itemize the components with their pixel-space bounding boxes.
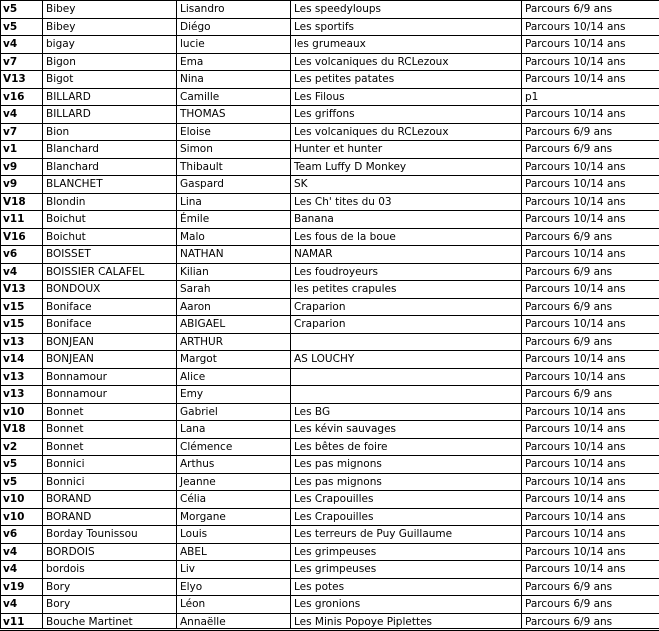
cell-first-name[interactable]: Gabriel — [177, 403, 291, 421]
cell-course[interactable]: Parcours 10/14 ans — [522, 543, 659, 561]
cell-team[interactable]: Hunter et hunter — [291, 141, 522, 159]
cell-first-name[interactable]: Ema — [177, 53, 291, 71]
cell-level[interactable]: v1 — [1, 141, 43, 159]
cell-course[interactable]: Parcours 10/14 ans — [522, 53, 659, 71]
cell-last-name[interactable]: Bonnici — [43, 456, 177, 474]
table-row — [1, 526, 659, 544]
cell-level[interactable]: v5 — [1, 473, 43, 491]
cell-first-name[interactable]: Nina — [177, 71, 291, 89]
cell-level[interactable]: v15 — [1, 316, 43, 334]
cell-last-name[interactable]: Bibey — [43, 1, 177, 19]
cell-team[interactable]: Les gronions — [291, 596, 522, 614]
cell-last-name[interactable]: Bigon — [43, 53, 177, 71]
cell-team[interactable]: Les Ch' tites du 03 — [291, 193, 522, 211]
cell-team[interactable]: Les kévin sauvages — [291, 421, 522, 439]
table-row — [1, 456, 659, 474]
cell-last-name[interactable]: BILLARD — [43, 106, 177, 124]
cell-course[interactable]: Parcours 10/14 ans — [522, 368, 659, 386]
cell-team[interactable]: Les bêtes de foire — [291, 438, 522, 456]
cell-last-name[interactable]: Bigot — [43, 71, 177, 89]
table-row — [1, 246, 659, 264]
cell-course[interactable]: Parcours 10/14 ans — [522, 473, 659, 491]
cell-level[interactable]: v2 — [1, 438, 43, 456]
table-row — [1, 543, 659, 561]
cell-first-name[interactable]: Margot — [177, 351, 291, 369]
cell-course[interactable]: Parcours 10/14 ans — [522, 18, 659, 36]
cell-last-name[interactable]: Boichut — [43, 211, 177, 229]
cell-first-name[interactable]: Elyo — [177, 578, 291, 596]
cell-team[interactable]: Les terreurs de Puy Guillaume — [291, 526, 522, 544]
cell-level[interactable]: v4 — [1, 561, 43, 579]
cell-last-name[interactable]: BONJEAN — [43, 333, 177, 351]
divider — [0, 628, 659, 629]
table-row — [1, 298, 659, 316]
cell-first-name[interactable]: Morgane — [177, 508, 291, 526]
cell-level[interactable]: v13 — [1, 386, 43, 404]
cell-last-name[interactable]: Boniface — [43, 316, 177, 334]
cell-first-name[interactable]: lucie — [177, 36, 291, 54]
table-row — [1, 71, 659, 89]
cell-course[interactable]: Parcours 6/9 ans — [522, 386, 659, 404]
cell-course[interactable]: Parcours 6/9 ans — [522, 578, 659, 596]
table-row — [1, 508, 659, 526]
cell-last-name[interactable]: Bonnamour — [43, 368, 177, 386]
cell-course[interactable]: Parcours 10/14 ans — [522, 193, 659, 211]
cell-level[interactable]: v4 — [1, 543, 43, 561]
cell-level[interactable]: v15 — [1, 298, 43, 316]
cell-first-name[interactable]: Eloise — [177, 123, 291, 141]
cell-first-name[interactable]: Lana — [177, 421, 291, 439]
cell-level[interactable]: v10 — [1, 508, 43, 526]
cell-team[interactable]: Les Crapouilles — [291, 508, 522, 526]
cell-team[interactable]: Les petites patates — [291, 71, 522, 89]
cell-course[interactable]: Parcours 6/9 ans — [522, 123, 659, 141]
cell-first-name[interactable]: Léon — [177, 596, 291, 614]
cell-last-name[interactable]: BOISSIER CALAFEL — [43, 263, 177, 281]
table-row — [1, 36, 659, 54]
cell-last-name[interactable]: Bonnici — [43, 473, 177, 491]
table-row — [1, 386, 659, 404]
cell-first-name[interactable]: Emy — [177, 386, 291, 404]
cell-first-name[interactable]: Émile — [177, 211, 291, 229]
cell-level[interactable]: v10 — [1, 403, 43, 421]
table-row — [1, 316, 659, 334]
cell-last-name[interactable]: BONDOUX — [43, 281, 177, 299]
table-row — [1, 351, 659, 369]
table-row — [1, 281, 659, 299]
cell-level[interactable]: v19 — [1, 578, 43, 596]
cell-level[interactable]: V13 — [1, 71, 43, 89]
cell-first-name[interactable]: Arthus — [177, 456, 291, 474]
cell-course[interactable]: Parcours 10/14 ans — [522, 526, 659, 544]
cell-first-name[interactable]: Lisandro — [177, 1, 291, 19]
cell-course[interactable]: Parcours 6/9 ans — [522, 298, 659, 316]
cell-last-name[interactable]: Blanchard — [43, 158, 177, 176]
cell-team[interactable]: Les grimpeuses — [291, 543, 522, 561]
cell-level[interactable]: v11 — [1, 211, 43, 229]
cell-course[interactable]: Parcours 6/9 ans — [522, 263, 659, 281]
cell-level[interactable]: V13 — [1, 281, 43, 299]
cell-level[interactable]: v13 — [1, 368, 43, 386]
cell-last-name[interactable]: bordois — [43, 561, 177, 579]
cell-course[interactable]: Parcours 10/14 ans — [522, 456, 659, 474]
cell-level[interactable]: v6 — [1, 246, 43, 264]
cell-last-name[interactable]: BORAND — [43, 508, 177, 526]
cell-team[interactable]: Les volcaniques du RCLezoux — [291, 53, 522, 71]
cell-level[interactable]: v4 — [1, 596, 43, 614]
cell-team[interactable]: Craparion — [291, 316, 522, 334]
cell-level[interactable]: v7 — [1, 123, 43, 141]
cell-last-name[interactable]: BLANCHET — [43, 176, 177, 194]
cell-team[interactable]: NAMAR — [291, 246, 522, 264]
cell-course[interactable]: Parcours 10/14 ans — [522, 561, 659, 579]
cell-level[interactable]: V18 — [1, 421, 43, 439]
cell-level[interactable]: v5 — [1, 456, 43, 474]
table-row — [1, 403, 659, 421]
cell-course[interactable]: Parcours 10/14 ans — [522, 508, 659, 526]
cell-team[interactable]: les petites crapules — [291, 281, 522, 299]
cell-last-name[interactable]: BOISSET — [43, 246, 177, 264]
cell-course[interactable]: Parcours 10/14 ans — [522, 403, 659, 421]
cell-team[interactable] — [291, 333, 522, 351]
cell-team[interactable]: Les potes — [291, 578, 522, 596]
cell-course[interactable]: Parcours 6/9 ans — [522, 228, 659, 246]
cell-first-name[interactable]: Kilian — [177, 263, 291, 281]
table-row — [1, 368, 659, 386]
cell-team[interactable]: Les volcaniques du RCLezoux — [291, 123, 522, 141]
cell-first-name[interactable]: THOMAS — [177, 106, 291, 124]
cell-team[interactable]: Les Filous — [291, 88, 522, 106]
table-row — [1, 438, 659, 456]
cell-level[interactable]: V18 — [1, 193, 43, 211]
cell-course[interactable]: Parcours 10/14 ans — [522, 246, 659, 264]
cell-last-name[interactable]: Bion — [43, 123, 177, 141]
cell-course[interactable]: p1 — [522, 88, 659, 106]
cell-level[interactable]: v10 — [1, 491, 43, 509]
cell-first-name[interactable]: NATHAN — [177, 246, 291, 264]
cell-level[interactable]: v5 — [1, 18, 43, 36]
cell-team[interactable] — [291, 386, 522, 404]
table-row — [1, 263, 659, 281]
cell-level[interactable]: v7 — [1, 53, 43, 71]
cell-last-name[interactable]: bigay — [43, 36, 177, 54]
cell-team[interactable]: Les Crapouilles — [291, 491, 522, 509]
cell-first-name[interactable]: Jeanne — [177, 473, 291, 491]
cell-course[interactable]: Parcours 6/9 ans — [522, 141, 659, 159]
cell-last-name[interactable]: Boichut — [43, 228, 177, 246]
cell-first-name[interactable]: Alice — [177, 368, 291, 386]
cell-course[interactable]: Parcours 6/9 ans — [522, 596, 659, 614]
cell-team[interactable]: Team Luffy D Monkey — [291, 158, 522, 176]
cell-last-name[interactable]: Blondin — [43, 193, 177, 211]
cell-last-name[interactable]: Bory — [43, 578, 177, 596]
cell-first-name[interactable]: ABEL — [177, 543, 291, 561]
table-row — [1, 158, 659, 176]
cell-first-name[interactable]: Diégo — [177, 18, 291, 36]
cell-first-name[interactable]: ARTHUR — [177, 333, 291, 351]
cell-level[interactable]: v9 — [1, 176, 43, 194]
cell-course[interactable]: Parcours 10/14 ans — [522, 106, 659, 124]
cell-course[interactable]: Parcours 6/9 ans — [522, 333, 659, 351]
cell-course[interactable]: Parcours 10/14 ans — [522, 491, 659, 509]
cell-team[interactable]: Les grimpeuses — [291, 561, 522, 579]
cell-first-name[interactable]: Camille — [177, 88, 291, 106]
cell-course[interactable]: Parcours 10/14 ans — [522, 421, 659, 439]
cell-level[interactable]: v4 — [1, 263, 43, 281]
cell-team[interactable]: Les Minis Popoye Piplettes — [291, 613, 522, 631]
cell-first-name[interactable]: Clémence — [177, 438, 291, 456]
cell-team[interactable]: Les pas mignons — [291, 456, 522, 474]
cell-level[interactable]: v4 — [1, 36, 43, 54]
cell-first-name[interactable]: ABIGAEL — [177, 316, 291, 334]
table-row — [1, 53, 659, 71]
table-row — [1, 491, 659, 509]
cell-level[interactable]: v14 — [1, 351, 43, 369]
cell-course[interactable]: Parcours 10/14 ans — [522, 438, 659, 456]
cell-last-name[interactable]: BONJEAN — [43, 351, 177, 369]
cell-last-name[interactable]: Bory — [43, 596, 177, 614]
cell-level[interactable]: v6 — [1, 526, 43, 544]
cell-first-name[interactable]: Simon — [177, 141, 291, 159]
cell-first-name[interactable]: Aaron — [177, 298, 291, 316]
cell-last-name[interactable]: Bonnet — [43, 421, 177, 439]
cell-first-name[interactable]: Sarah — [177, 281, 291, 299]
cell-level[interactable]: v9 — [1, 158, 43, 176]
cell-last-name[interactable]: Borday Tounissou — [43, 526, 177, 544]
table-row — [1, 1, 659, 19]
table-row — [1, 176, 659, 194]
cell-level[interactable]: V16 — [1, 228, 43, 246]
cell-course[interactable]: Parcours 10/14 ans — [522, 176, 659, 194]
table-row — [1, 141, 659, 159]
cell-first-name[interactable]: Gaspard — [177, 176, 291, 194]
table-row — [1, 421, 659, 439]
table-body — [1, 1, 659, 631]
cell-team[interactable]: Les BG — [291, 403, 522, 421]
cell-course[interactable]: Parcours 10/14 ans — [522, 71, 659, 89]
cell-team[interactable]: Les speedyloups — [291, 1, 522, 19]
table-row — [1, 228, 659, 246]
cell-last-name[interactable]: BORDOIS — [43, 543, 177, 561]
cell-last-name[interactable]: Blanchard — [43, 141, 177, 159]
cell-level[interactable]: v13 — [1, 333, 43, 351]
cell-first-name[interactable]: Malo — [177, 228, 291, 246]
cell-team[interactable] — [291, 368, 522, 386]
cell-course[interactable]: Parcours 6/9 ans — [522, 613, 659, 631]
table-row — [1, 193, 659, 211]
cell-last-name[interactable]: Boniface — [43, 298, 177, 316]
table-row — [1, 18, 659, 36]
cell-level[interactable]: v11 — [1, 613, 43, 631]
cell-first-name[interactable]: Louis — [177, 526, 291, 544]
cell-team[interactable]: Les fous de la boue — [291, 228, 522, 246]
cell-last-name[interactable]: BILLARD — [43, 88, 177, 106]
cell-team[interactable]: Craparion — [291, 298, 522, 316]
cell-course[interactable]: Parcours 10/14 ans — [522, 158, 659, 176]
cell-last-name[interactable]: Bonnet — [43, 403, 177, 421]
cell-course[interactable]: Parcours 10/14 ans — [522, 211, 659, 229]
cell-team[interactable]: Les sportifs — [291, 18, 522, 36]
cell-team[interactable]: Les pas mignons — [291, 473, 522, 491]
cell-team[interactable]: les grumeaux — [291, 36, 522, 54]
table-row — [1, 578, 659, 596]
cell-last-name[interactable]: Bouche Martinet — [43, 613, 177, 631]
cell-course[interactable]: Parcours 10/14 ans — [522, 316, 659, 334]
table-row — [1, 211, 659, 229]
cell-team[interactable]: Les foudroyeurs — [291, 263, 522, 281]
table-row — [1, 333, 659, 351]
cell-first-name[interactable]: Annaëlle — [177, 613, 291, 631]
table-row — [1, 106, 659, 124]
table-row — [1, 596, 659, 614]
cell-level[interactable]: v5 — [1, 1, 43, 19]
cell-first-name[interactable]: Célia — [177, 491, 291, 509]
cell-first-name[interactable]: Lina — [177, 193, 291, 211]
cell-team[interactable]: SK — [291, 176, 522, 194]
cell-last-name[interactable]: Bibey — [43, 18, 177, 36]
cell-course[interactable]: Parcours 10/14 ans — [522, 281, 659, 299]
cell-last-name[interactable]: BORAND — [43, 491, 177, 509]
cell-level[interactable]: v4 — [1, 106, 43, 124]
cell-level[interactable]: v16 — [1, 88, 43, 106]
cell-last-name[interactable]: Bonnet — [43, 438, 177, 456]
cell-team[interactable]: Banana — [291, 211, 522, 229]
table-row — [1, 123, 659, 141]
cell-course[interactable]: Parcours 10/14 ans — [522, 36, 659, 54]
cell-first-name[interactable]: Thibault — [177, 158, 291, 176]
cell-team[interactable]: Les griffons — [291, 106, 522, 124]
table-row — [1, 561, 659, 579]
cell-first-name[interactable]: Liv — [177, 561, 291, 579]
cell-course[interactable]: Parcours 6/9 ans — [522, 1, 659, 19]
cell-last-name[interactable]: Bonnamour — [43, 386, 177, 404]
table-row — [1, 88, 659, 106]
cell-team[interactable]: AS LOUCHY — [291, 351, 522, 369]
table-row — [1, 473, 659, 491]
cell-course[interactable]: Parcours 10/14 ans — [522, 351, 659, 369]
